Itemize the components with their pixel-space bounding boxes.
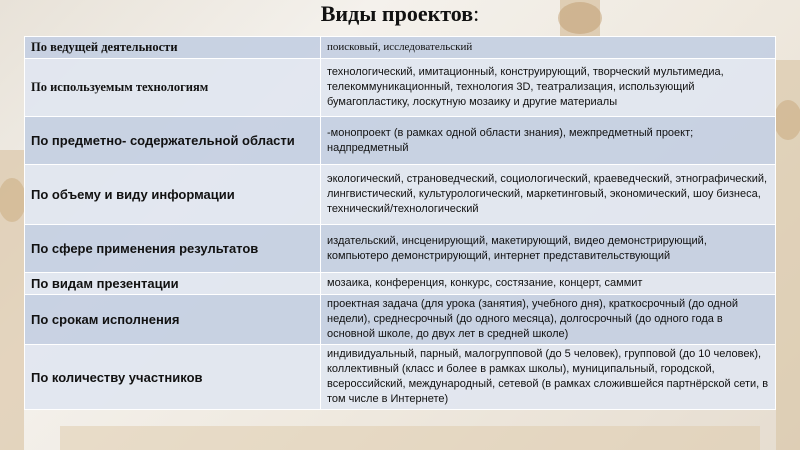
page-title-colon: : <box>473 1 480 26</box>
category-cell: По количеству участников <box>25 345 321 410</box>
types-cell: проектная задача (для урока (занятия), учебного дня), краткосрочный (до одной недели), среднесрочный (до одного месяца), долгосрочный (до одного года в основной школе, до двух лет в средней школе) <box>321 295 776 345</box>
types-cell: технологический, имитационный, конструирующий, творческий мультимедиа, телекоммуникационный, технология 3D, театрализация, использующий бумагопластику, лоскутную мозаику и другие материалы <box>321 59 776 117</box>
types-cell: -монопроект (в рамках одной области знания), межпредметный проект; надпредметный <box>321 117 776 165</box>
project-types-table <box>24 36 776 410</box>
types-cell: поисковый, исследовательский <box>321 37 776 59</box>
types-cell: издательский, инсценирующий, макетирующий, видео демонстрирующий, компьютеро демонстрирующий, интернет представительствующий <box>321 225 776 273</box>
category-cell: По предметно- содержательной области <box>25 117 321 165</box>
table-row <box>25 345 776 410</box>
table-row <box>25 59 776 117</box>
table-row <box>25 225 776 273</box>
category-cell: По используемым технологиям <box>25 59 321 117</box>
table-row <box>25 295 776 345</box>
table-row <box>25 165 776 225</box>
page-title-text: Виды проектов <box>320 1 474 26</box>
table-row <box>25 37 776 59</box>
types-cell: экологический, страноведческий, социологический, краеведческий, этнографический, лингвистический, культурологический, маркетинговый, экономический, шоу бизнеса, технический/технологический <box>321 165 776 225</box>
category-cell: По объему и виду информации <box>25 165 321 225</box>
category-cell: По ведущей деятельности <box>25 37 321 59</box>
types-cell: индивидуальный, парный, малогрупповой (до 5 человек), групповой (до 10 человек), коллективный (класс и более в рамках школы), муниципальный, городской, всероссийский, международный, сетевой (в рамках сложившейся партнёрской сети, в том числе в Интернете) <box>321 345 776 410</box>
category-cell: По видам презентации <box>25 273 321 295</box>
table-row <box>25 117 776 165</box>
table-row <box>25 273 776 295</box>
category-cell: По сфере применения результатов <box>25 225 321 273</box>
category-cell: По срокам исполнения <box>25 295 321 345</box>
page-title <box>0 0 800 28</box>
types-cell: мозаика, конференция, конкурс, состязание, концерт, саммит <box>321 273 776 295</box>
